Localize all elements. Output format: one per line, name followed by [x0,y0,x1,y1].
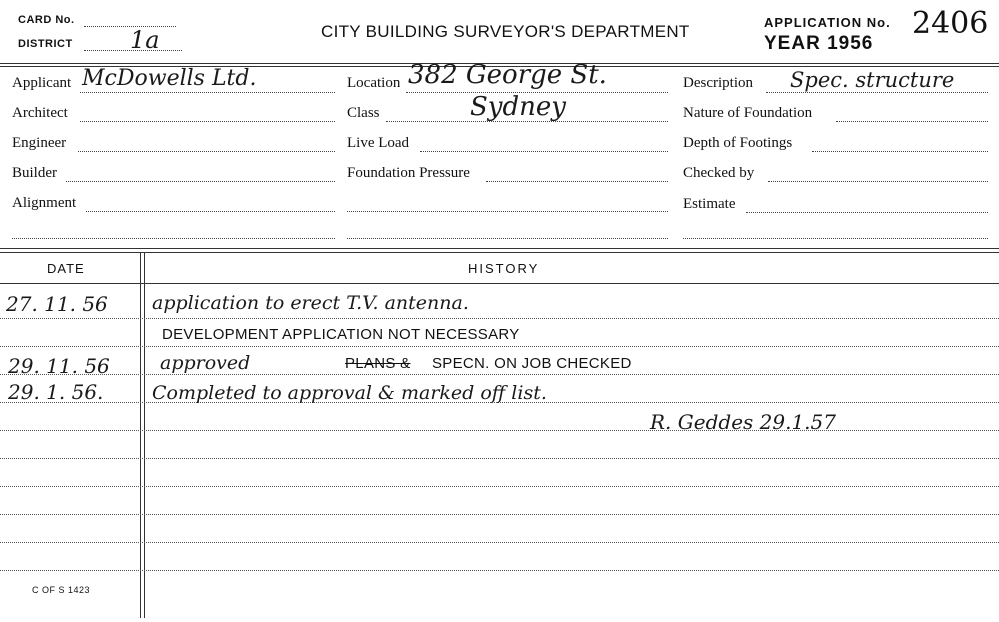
entry-stamp: SPECN. ON JOB CHECKED [432,355,632,372]
applicant-line [80,92,335,93]
history-divider [0,248,999,249]
date-header: DATE [47,261,85,276]
date-column-divider [140,252,141,618]
applicant-value: McDowells Ltd. [82,66,257,91]
entry-date: 29. 1. 56. [8,380,104,404]
application-number: 2406 [912,6,989,41]
department-title: CITY BUILDING SURVEYOR'S DEPARTMENT [321,22,690,41]
history-rule [0,514,999,515]
history-header: HISTORY [468,261,540,276]
estimate-line [746,212,988,213]
year-label: YEAR 1956 [764,33,874,54]
engineer-label: Engineer [12,135,67,151]
column3-line-6 [683,238,988,239]
history-divider-2 [0,252,999,253]
foundation-pressure-line [486,181,668,182]
engineer-line [78,151,335,152]
entry-struck-text: PLANS & [345,355,411,372]
foundation-pressure-label: Foundation Pressure [347,165,470,181]
entry-date: 27. 11. 56 [6,292,108,316]
location-value-city: Sydney [470,92,566,122]
description-value: Spec. structure [790,68,955,92]
builder-label: Builder [12,165,57,181]
nature-of-foundation-label: Nature of Foundation [683,105,813,121]
history-rule [0,570,999,571]
depth-of-footings-line [812,151,988,152]
history-rule [0,374,999,375]
entry-text: Completed to approval & marked off list. [152,382,547,404]
history-header-rule [0,283,999,284]
live-load-line [420,151,668,152]
column2-line-6 [347,238,668,239]
builder-line [66,181,335,182]
class-label: Class [347,105,380,121]
alignment-label: Alignment [12,195,77,211]
signature: R. Geddes 29.1.57 [650,410,836,434]
history-rule [0,458,999,459]
column2-line-5 [347,211,668,212]
checked-by-line [768,181,988,182]
applicant-label: Applicant [12,75,72,91]
entry-date: 29. 11. 56 [8,354,110,378]
district-label: DISTRICT [18,38,73,50]
history-rule [0,486,999,487]
depth-of-footings-label: Depth of Footings [683,135,793,151]
card-no-label: CARD No. [18,14,75,26]
class-line [386,121,668,122]
nature-of-foundation-line [836,121,988,122]
history-rule [0,430,999,431]
history-rule [0,346,999,347]
history-rule [0,318,999,319]
history-rule [0,542,999,543]
entry-text: application to erect T.V. antenna. [152,292,469,314]
architect-label: Architect [12,105,68,121]
location-value: 382 George St. [408,60,607,90]
application-no-label: APPLICATION No. [764,15,891,30]
entry-text: approved [160,352,251,374]
live-load-label: Live Load [347,135,410,151]
date-column-divider-2 [144,252,145,618]
entry-stamp: DEVELOPMENT APPLICATION NOT NECESSARY [162,326,520,343]
architect-line [80,121,335,122]
district-value: 1a [130,26,160,54]
location-label: Location [347,75,401,91]
description-label: Description [683,75,753,91]
checked-by-label: Checked by [683,165,755,181]
description-line [766,92,988,93]
form-code: C OF S 1423 [32,585,91,595]
estimate-label: Estimate [683,196,736,212]
alignment-line-2 [12,238,335,239]
alignment-line [86,211,335,212]
